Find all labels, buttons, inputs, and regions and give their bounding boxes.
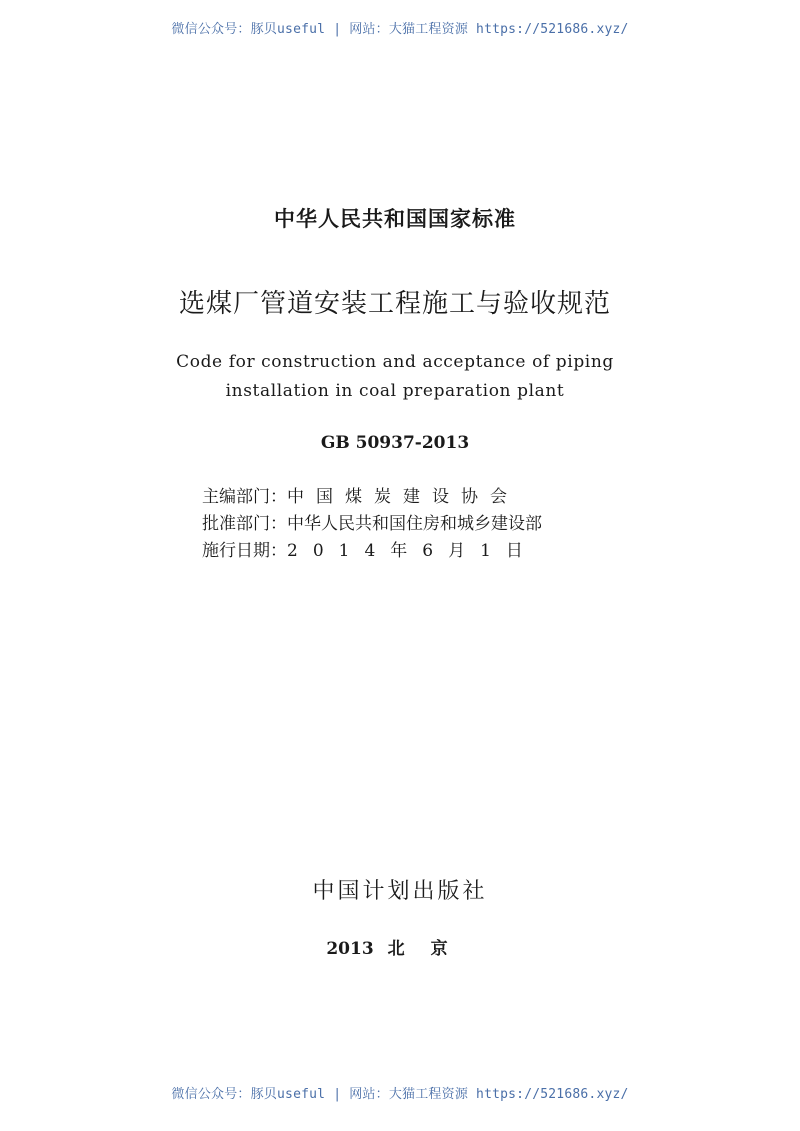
effective-value: 2014年6月1日	[287, 541, 538, 561]
title-chinese: 选煤厂管道安装工程施工与验收规范	[178, 289, 611, 319]
watermark-site: 网站：大猫工程资源 https://521686.xyz/	[349, 1087, 629, 1102]
publication-city: 北京	[387, 939, 474, 959]
watermark-wechat: 微信公众号：豚贝useful	[171, 22, 326, 37]
approver-value: 中华人民共和国住房和城乡建设部	[287, 514, 542, 534]
publication-year: 2013	[326, 939, 374, 959]
title-english-line-1: Code for construction and acceptance of piping	[176, 352, 614, 372]
title-english	[0, 348, 790, 406]
editor-label: 主编部门：	[202, 487, 287, 507]
publisher-name: 中国计划出版社	[312, 879, 488, 904]
editor-value: 中国煤炭建设协会	[287, 487, 519, 507]
meta-block	[202, 484, 542, 565]
meta-approver-row	[202, 511, 542, 538]
watermark-site: 网站：大猫工程资源 https://521686.xyz/	[349, 22, 629, 37]
effective-label: 施行日期：	[202, 541, 287, 561]
approver-label: 批准部门：	[202, 514, 287, 534]
standard-code: GB 50937-2013	[320, 433, 470, 453]
national-standard-heading: 中华人民共和国国家标准	[274, 207, 516, 231]
watermark-wechat: 微信公众号：豚贝useful	[171, 1087, 326, 1102]
watermark-bottom	[0, 1083, 800, 1102]
meta-effective-row	[202, 538, 542, 565]
watermark-separator: |	[333, 1087, 342, 1102]
watermark-separator: |	[333, 22, 342, 37]
meta-editor-row	[202, 484, 542, 511]
publication-place	[0, 934, 800, 959]
title-english-line-2: installation in coal preparation plant	[225, 381, 565, 401]
watermark-top	[0, 18, 800, 37]
